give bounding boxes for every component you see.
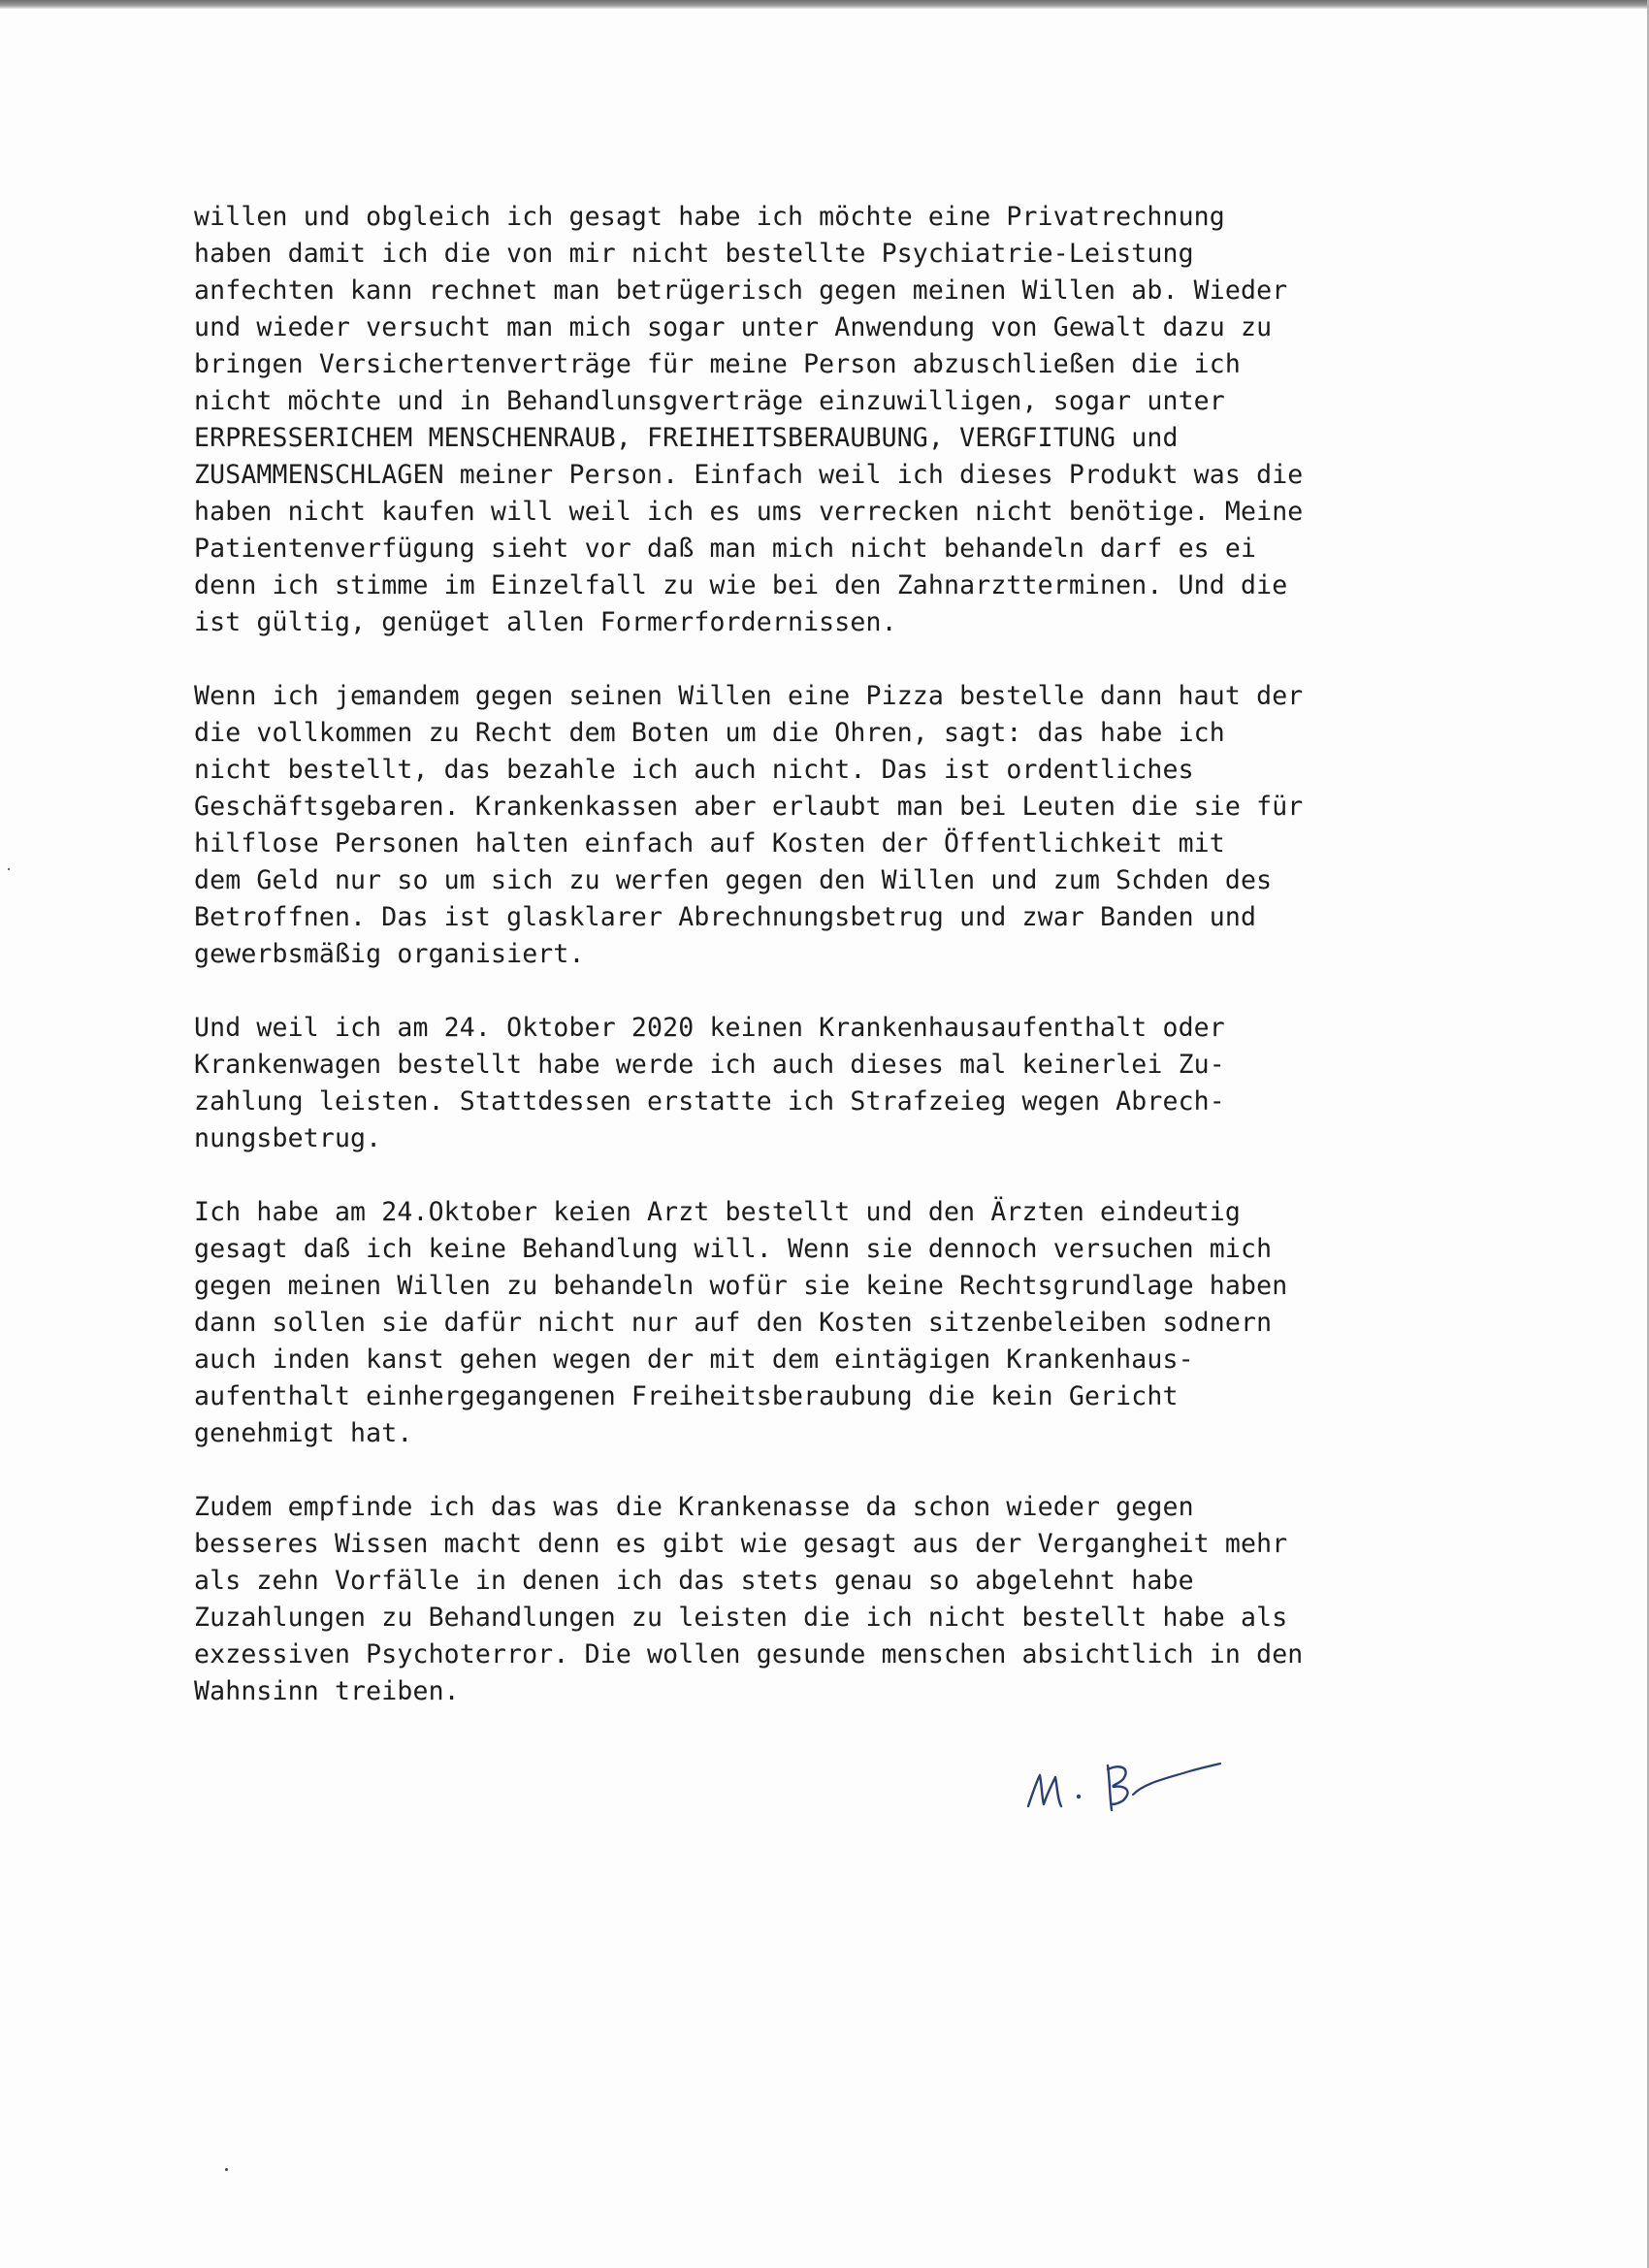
text-line: anfechten kann rechnet man betrügerisch gegen meinen Willen ab. Wieder xyxy=(194,275,1288,306)
text-line: ZUSAMMENSCHLAGEN meiner Person. Einfach weil ich dieses Produkt was die xyxy=(194,460,1304,490)
text-line: ERPRESSERICHEM MENSCHENRAUB, FREIHEITSBERAUBUNG, VERGFITUNG und xyxy=(194,423,1179,453)
paragraph xyxy=(194,1010,1455,1157)
text-line: Zuzahlungen zu Behandlungen zu leisten die ich nicht bestellt habe als xyxy=(194,1603,1288,1633)
text-line: Betroffnen. Das ist glasklarer Abrechnungsbetrug und zwar Banden und xyxy=(194,902,1257,932)
text-line: Und weil ich am 24. Oktober 2020 keinen Krankenhausaufenthalt oder xyxy=(194,1013,1225,1043)
text-line: dem Geld nur so um sich zu werfen gegen den Willen und zum Schden des xyxy=(194,865,1273,895)
text-line: Geschäftsgebaren. Krankenkassen aber erlaubt man bei Leuten die sie für xyxy=(194,792,1304,822)
text-line: ist gültig, genüget allen Formerfordernissen. xyxy=(194,607,897,637)
text-line: besseres Wissen macht denn es gibt wie gesagt aus der Vergangheit mehr xyxy=(194,1529,1288,1559)
text-line: gewerbsmäßig organisiert. xyxy=(194,939,585,969)
text-line: hilflose Personen halten einfach auf Kosten der Öffentlichkeit mit xyxy=(194,828,1225,859)
text-line: bringen Versichertenverträge für meine Person abzuschließen die ich xyxy=(194,349,1241,379)
text-line: zahlung leisten. Stattdessen erstatte ich Strafzeieg wegen Abrech- xyxy=(194,1086,1225,1117)
handwritten-signature xyxy=(1018,1746,1232,1824)
text-line: dann sollen sie dafür nicht nur auf den Kosten sitzenbeleiben sodnern xyxy=(194,1308,1273,1338)
text-line: nicht möchte und in Behandlunsgverträge einzuwilligen, sogar unter xyxy=(194,386,1225,416)
text-line: die vollkommen zu Recht dem Boten um die Ohren, sagt: das habe ich xyxy=(194,718,1225,748)
text-line: exzessiven Psychoterror. Die wollen gesunde menschen absichtlich in den xyxy=(194,1639,1304,1669)
text-line: Krankenwagen bestellt habe werde ich auch dieses mal keinerlei Zu- xyxy=(194,1050,1225,1080)
text-line: Ich habe am 24.Oktober keien Arzt bestellt und den Ärzten eindeutig xyxy=(194,1197,1241,1227)
paragraph xyxy=(194,1194,1455,1452)
paragraph xyxy=(194,678,1455,973)
text-line: Wahnsinn treiben. xyxy=(194,1676,460,1706)
scan-top-edge xyxy=(0,0,1649,9)
text-line: Zudem empfinde ich das was die Krankenasse da schon wieder gegen xyxy=(194,1492,1194,1522)
paragraph xyxy=(194,199,1455,641)
text-line: auch inden kanst gehen wegen der mit dem eintägigen Krankenhaus- xyxy=(194,1345,1194,1375)
text-line: nungsbetrug. xyxy=(194,1123,382,1153)
text-line: aufenthalt einhergegangenen Freiheitsberaubung die kein Gericht xyxy=(194,1381,1179,1411)
text-line: haben damit ich die von mir nicht bestellte Psychiatrie-Leistung xyxy=(194,239,1194,269)
letter-body xyxy=(194,199,1455,1747)
text-line: gesagt daß ich keine Behandlung will. Wenn sie dennoch versuchen mich xyxy=(194,1234,1273,1264)
text-line: denn ich stimme im Einzelfall zu wie bei den Zahnarztterminen. Und die xyxy=(194,570,1288,600)
text-line: als zehn Vorfälle in denen ich das stets genau so abgelehnt habe xyxy=(194,1566,1194,1596)
scan-speck xyxy=(225,2168,228,2171)
scan-speck xyxy=(8,868,10,870)
text-line: genehmigt hat. xyxy=(194,1418,413,1448)
text-line: Patientenverfügung sieht vor daß man mich nicht behandeln darf es ei xyxy=(194,534,1257,564)
paragraph xyxy=(194,1489,1455,1710)
text-line: haben nicht kaufen will weil ich es ums verrecken nicht benötige. Meine xyxy=(194,497,1304,527)
text-line: nicht bestellt, das bezahle ich auch nicht. Das ist ordentliches xyxy=(194,755,1194,785)
text-line: gegen meinen Willen zu behandeln wofür sie keine Rechtsgrundlage haben xyxy=(194,1271,1288,1301)
text-line: Wenn ich jemandem gegen seinen Willen eine Pizza bestelle dann haut der xyxy=(194,681,1304,711)
text-line: und wieder versucht man mich sogar unter Anwendung von Gewalt dazu zu xyxy=(194,312,1273,342)
text-line: willen und obgleich ich gesagt habe ich möchte eine Privatrechnung xyxy=(194,202,1225,232)
